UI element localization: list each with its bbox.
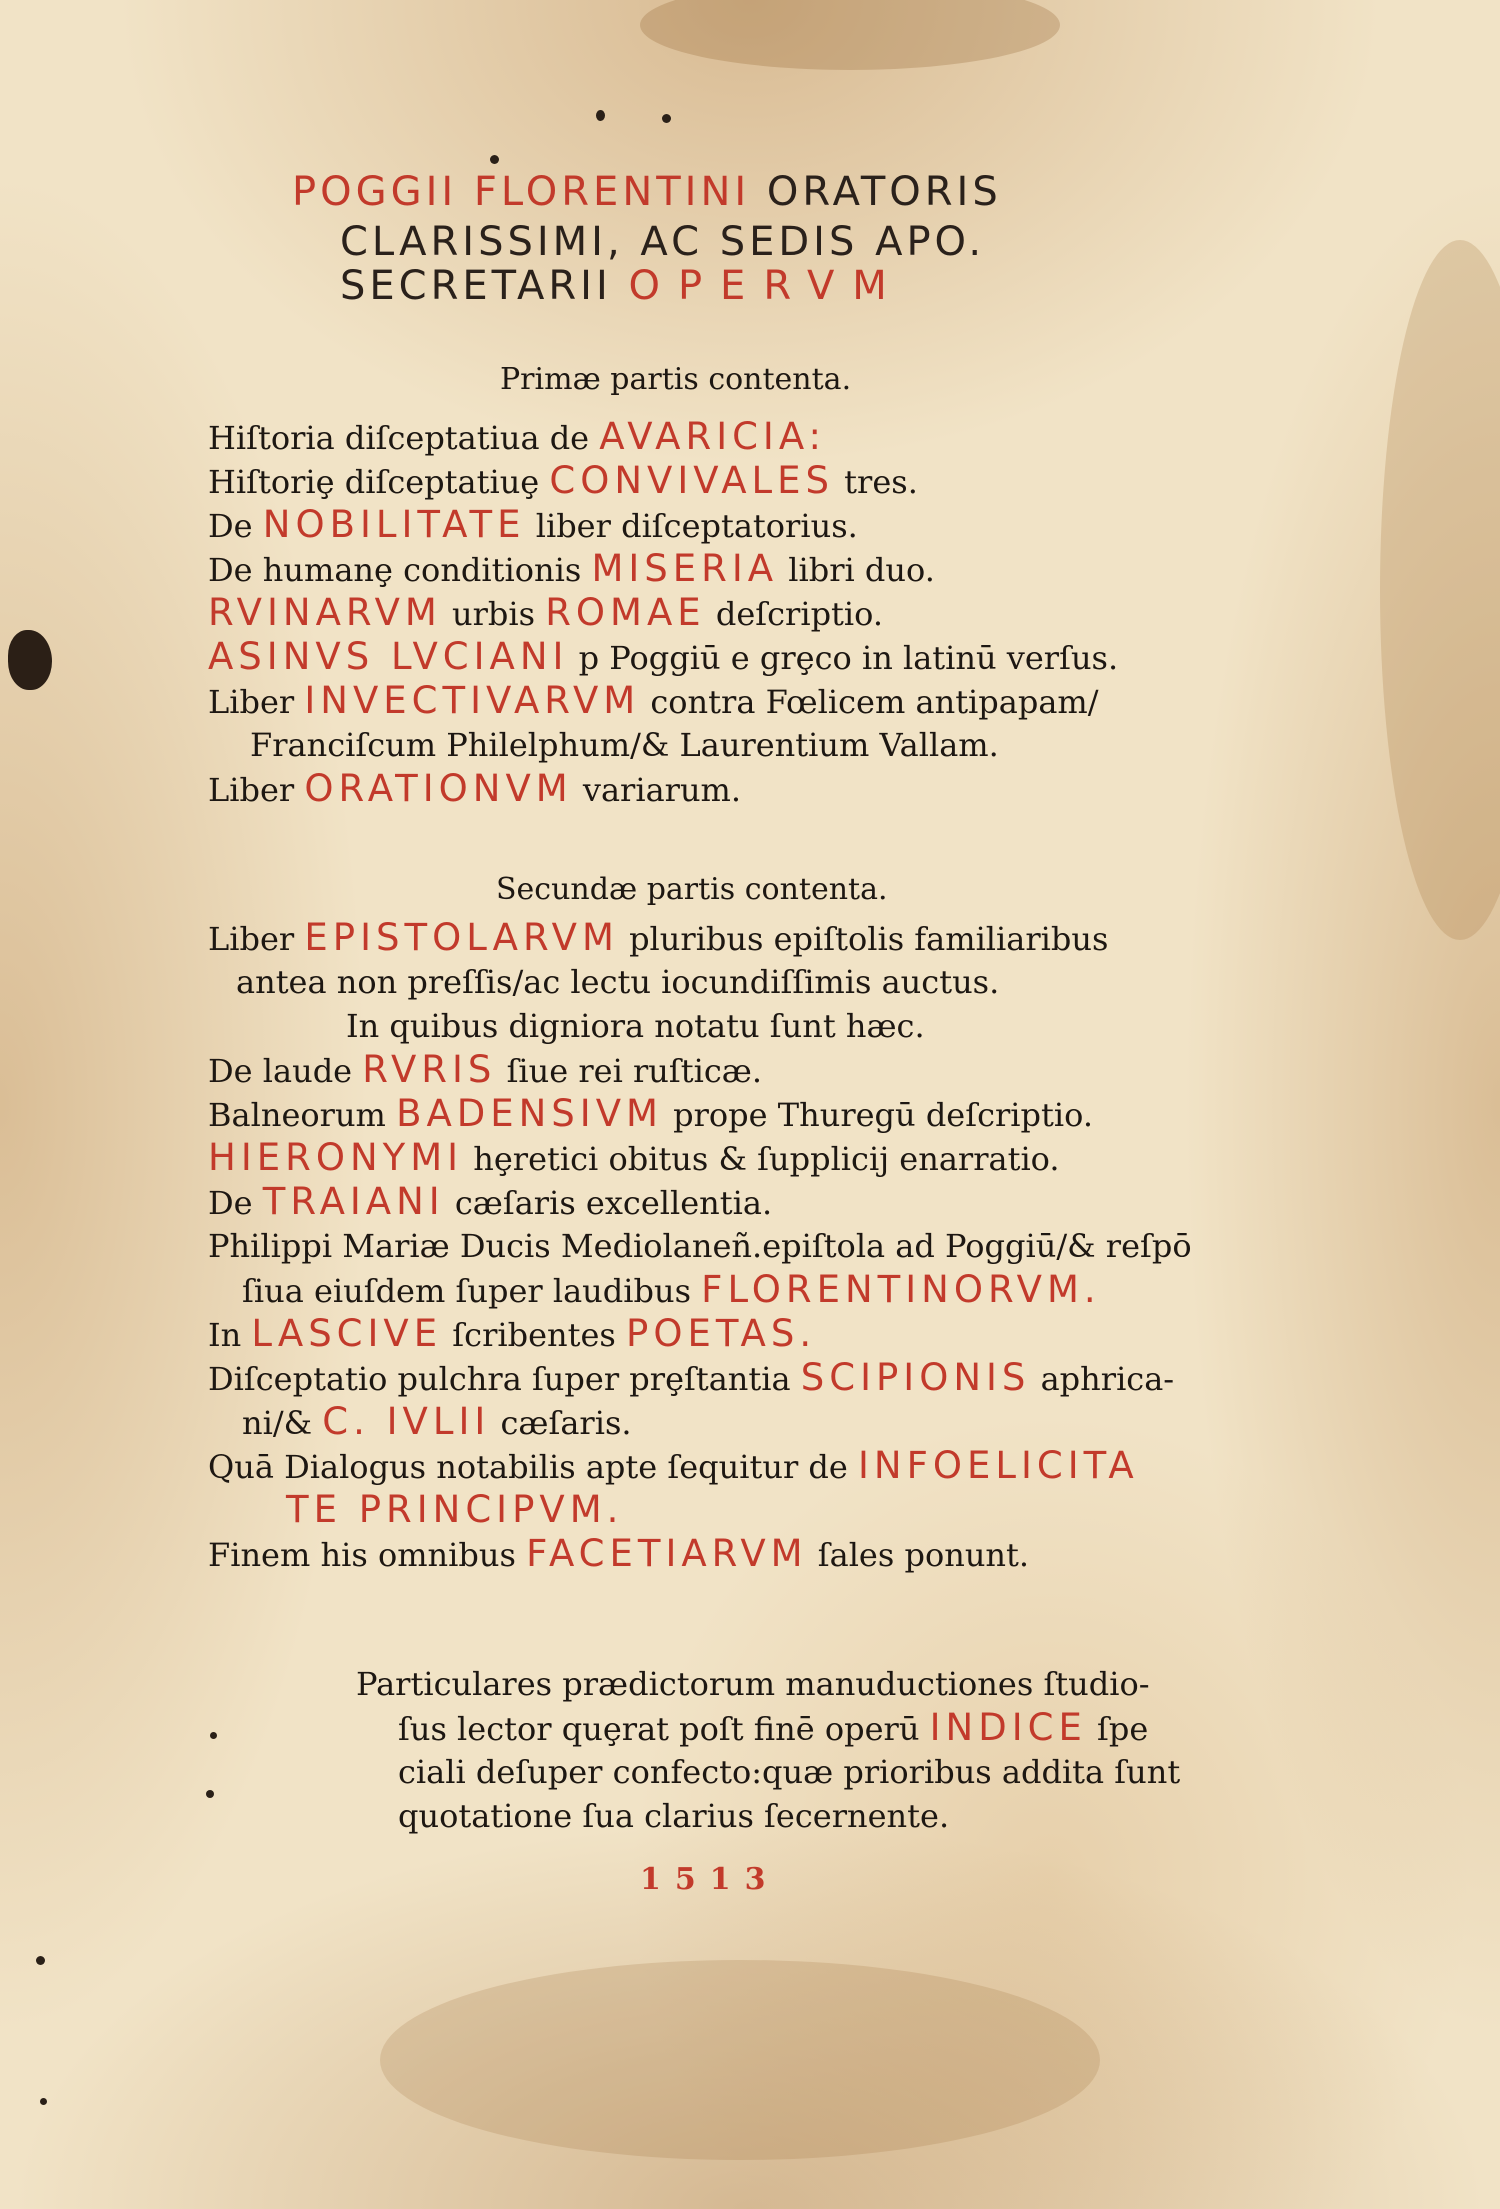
- body-text: tres.: [834, 463, 918, 501]
- body-text: ſcribentes: [442, 1316, 627, 1354]
- body-text: Finem his omnibus: [208, 1536, 527, 1574]
- colophon-line: [398, 1796, 949, 1836]
- rubric-text: RVRIS: [362, 1048, 497, 1091]
- part1-line: [208, 461, 918, 502]
- part1-heading: Primæ partis contenta.: [500, 362, 852, 397]
- title-line-2: [340, 219, 986, 265]
- part2-line: [286, 1490, 623, 1531]
- body-text: pluribus epiſtolis familiaribus: [618, 920, 1109, 958]
- wormhole: [210, 1732, 217, 1739]
- part2-line: [346, 1006, 925, 1046]
- title-line-2-text: CLARISSIMI, AC SEDIS APO.: [340, 219, 986, 265]
- part1-line: [208, 417, 826, 458]
- body-text: Hiſtoriȩ diſceptatiuȩ: [208, 463, 550, 501]
- rubric-text: AVARICIA:: [599, 415, 826, 458]
- rubric-text: EPISTOLARVM: [304, 916, 619, 959]
- rubric-text: ROMAE: [545, 591, 706, 634]
- title-oratoris: ORATORIS: [750, 169, 1002, 215]
- rubric-text: CONVIVALES: [549, 459, 834, 502]
- body-text: aphrica-: [1030, 1360, 1175, 1398]
- body-text: liber diſceptatorius.: [525, 507, 858, 545]
- body-text: deſcriptio.: [705, 595, 884, 633]
- body-text: contra Fœlicem antipapam/: [640, 683, 1099, 721]
- wormhole: [596, 110, 605, 121]
- body-text: Franciſcum Philelphum/& Laurentium Vallam.: [250, 726, 999, 764]
- body-text: Balneorum: [208, 1096, 397, 1134]
- body-text: De: [208, 507, 263, 545]
- body-text: ni/&: [242, 1404, 323, 1442]
- rubric-text: TRAIANI: [262, 1180, 445, 1223]
- part2-heading: Secundæ partis contenta.: [496, 872, 888, 907]
- body-text: Particulares prædictorum manuductiones ſtudio-: [356, 1665, 1150, 1703]
- rubric-text: INDICE: [929, 1706, 1087, 1749]
- body-text: Liber: [208, 771, 305, 809]
- body-text: ſales ponunt.: [807, 1536, 1030, 1574]
- rubric-text: FACETIARVM: [526, 1532, 808, 1575]
- wormhole: [490, 155, 499, 164]
- printing-year: 1513: [640, 1862, 780, 1897]
- rubric-text: SCIPIONIS: [800, 1356, 1031, 1399]
- part1-line: [208, 637, 1118, 678]
- title-line-1: [292, 169, 1002, 215]
- ink-blot: [8, 630, 52, 690]
- rubric-text: HIERONYMI: [208, 1136, 464, 1179]
- body-text: prope Thuregū deſcriptio.: [662, 1096, 1093, 1134]
- wormhole: [206, 1790, 214, 1798]
- body-text: antea non preſſis/ac lectu iocundiſſimis auctus.: [236, 963, 1000, 1001]
- body-text: quotatione ſua clarius ſecernente.: [398, 1797, 950, 1835]
- part1-line: [208, 769, 741, 810]
- rubric-text: BADENSIVM: [396, 1092, 663, 1135]
- part2-line: [208, 1534, 1029, 1575]
- body-text: In: [208, 1316, 252, 1354]
- rubric-text: RVINARVM: [208, 591, 442, 634]
- title-opervm: OPERVM: [628, 263, 905, 309]
- part2-line: [208, 1358, 1174, 1399]
- rubric-text: POETAS.: [626, 1312, 817, 1355]
- water-stain: [640, 0, 1060, 70]
- body-text: p Poggiū e grȩco in latinū verſus.: [568, 639, 1119, 677]
- body-text: Liber: [208, 920, 305, 958]
- body-text: ſpe: [1086, 1710, 1149, 1748]
- part1-line: [250, 725, 999, 765]
- body-text: libri duo.: [778, 551, 935, 589]
- body-text: cæſaris excellentia.: [444, 1184, 773, 1222]
- body-text: ſiua eiuſdem ſuper laudibus: [242, 1272, 702, 1310]
- rubric-text: TE PRINCIPVM.: [286, 1488, 624, 1531]
- part1-line: [208, 505, 858, 546]
- wormhole: [40, 2098, 47, 2105]
- rubric-text: INFOELICITA: [858, 1444, 1139, 1487]
- rubric-text: FLORENTINORVM.: [701, 1268, 1101, 1311]
- body-text: Philippi Mariæ Ducis Mediolaneñ.epiſtola ad Poggiū/& reſpō: [208, 1227, 1192, 1265]
- part2-line: [208, 1094, 1093, 1135]
- part2-line: [236, 962, 999, 1002]
- title-secretarii: SECRETARII: [340, 263, 629, 309]
- colophon-line: [398, 1708, 1148, 1749]
- part2-line: [208, 1226, 1192, 1266]
- part2-line: [242, 1402, 632, 1443]
- part2-line: [208, 1050, 762, 1091]
- body-text: ſiue rei ruſticæ.: [496, 1052, 763, 1090]
- body-text: ciali deſuper confecto:quæ prioribus addita ſunt: [398, 1753, 1181, 1791]
- part2-line: [208, 1138, 1060, 1179]
- body-text: cæſaris.: [490, 1404, 632, 1442]
- part2-line: [208, 918, 1108, 959]
- body-text: variarum.: [572, 771, 742, 809]
- part2-line: [208, 1314, 816, 1355]
- body-text: Diſceptatio pulchra ſuper prȩſtantia: [208, 1360, 801, 1398]
- body-text: Hiſtoria diſceptatiua de: [208, 419, 600, 457]
- wormhole: [662, 114, 671, 123]
- part1-line: [208, 549, 935, 590]
- water-stain: [380, 1960, 1100, 2160]
- rubric-text: MISERIA: [591, 547, 779, 590]
- body-text: De humanȩ conditionis: [208, 551, 592, 589]
- water-stain: [1380, 240, 1500, 940]
- wormhole: [36, 1956, 45, 1965]
- part2-line: [208, 1446, 1139, 1487]
- rubric-text: ORATIONVM: [304, 767, 573, 810]
- part1-line: [208, 593, 883, 634]
- rubric-text: ASINVS LVCIANI: [208, 635, 569, 678]
- colophon-line: [356, 1664, 1150, 1704]
- part1-line: [208, 681, 1099, 722]
- rubric-text: NOBILITATE: [262, 503, 526, 546]
- rubric-text: LASCIVE: [251, 1312, 443, 1355]
- body-text: In quibus digniora notatu ſunt hæc.: [346, 1007, 925, 1045]
- colophon-line: [398, 1752, 1180, 1792]
- title-line-3: [340, 263, 905, 309]
- body-text: Liber: [208, 683, 305, 721]
- body-text: De: [208, 1184, 263, 1222]
- body-text: urbis: [441, 595, 546, 633]
- title-author: POGGII FLORENTINI: [292, 169, 751, 215]
- part2-line: [208, 1182, 772, 1223]
- body-text: ſus lector quȩrat poſt finē operū: [398, 1710, 930, 1748]
- rubric-text: INVECTIVARVM: [304, 679, 641, 722]
- body-text: hȩretici obitus & ſupplicij enarratio.: [463, 1140, 1060, 1178]
- body-text: De laude: [208, 1052, 363, 1090]
- rubric-text: C. IVLII: [322, 1400, 491, 1443]
- body-text: Quā Dialogus notabilis apte ſequitur de: [208, 1448, 859, 1486]
- part2-line: [242, 1270, 1101, 1311]
